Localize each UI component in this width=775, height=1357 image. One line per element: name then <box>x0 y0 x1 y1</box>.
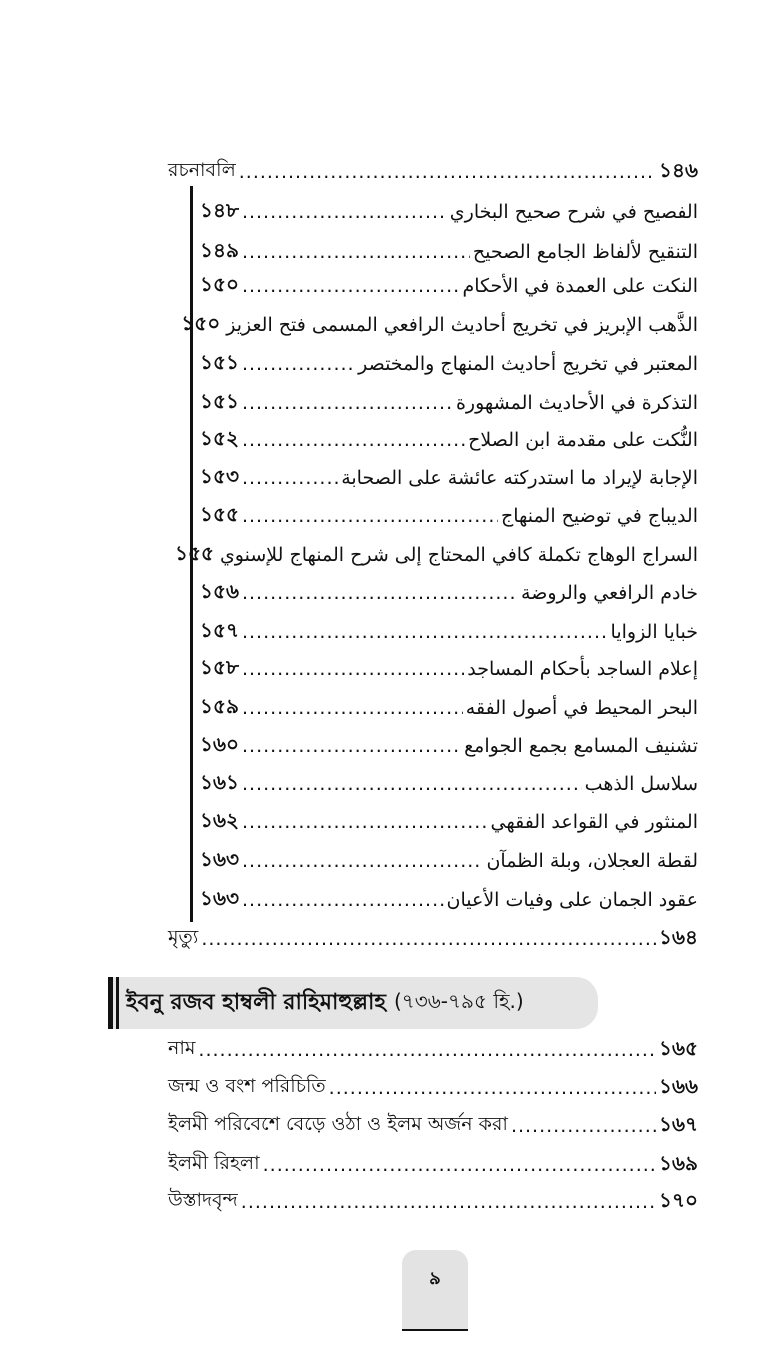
toc-entry-label: خبايا الزوايا <box>610 621 698 643</box>
toc-entry-page: ১৬৪ <box>659 924 698 949</box>
toc-entry-page: ১৬৭ <box>659 1111 698 1136</box>
toc-entry-death[interactable] <box>168 921 698 957</box>
toc-entry-label: মৃত্যু <box>168 926 199 948</box>
toc-entry-work[interactable] <box>175 537 698 573</box>
toc-entry-work[interactable] <box>200 234 698 270</box>
toc-entry-page: ১৪৯ <box>200 237 239 262</box>
toc-entry-label: السراج الوهاج تكملة كافي المحتاج إلى شرح المنهاج للإسنوي <box>219 544 698 566</box>
toc-entry-work[interactable] <box>200 882 698 918</box>
toc-entry-page: ১৫৫ <box>200 501 239 526</box>
toc-entry-page: ১৫১ <box>200 388 239 413</box>
toc-entry-label: ইলমী রিহলা <box>168 1152 260 1174</box>
toc-entry-work[interactable] <box>200 804 698 840</box>
toc-entry-label: ইলমী পরিবেশে বেড়ে ওঠা ও ইলম অর্জন করা <box>168 1113 508 1135</box>
leader-dots <box>263 1154 656 1176</box>
toc-entry-label: الذَّهب الإبريز في تخريج أحاديث الرافعي المسمى فتح العزيز <box>226 314 698 336</box>
toc-entry-work[interactable] <box>200 651 698 687</box>
toc-entry-work[interactable] <box>200 268 698 304</box>
page-number: ৯ <box>429 1268 441 1289</box>
toc-entry-label: জন্ম ও বংশ পরিচিতি <box>168 1075 326 1097</box>
leader-dots <box>242 505 498 527</box>
leader-dots <box>242 773 582 795</box>
toc-entry[interactable] <box>168 1070 698 1106</box>
toc-entry-label: سلاسل الذهب <box>584 773 698 795</box>
leader-dots <box>241 1191 656 1213</box>
leader-dots <box>242 582 518 604</box>
toc-entry-page: ১৫৮ <box>200 654 239 679</box>
toc-entry-label: الفصيح في شرح صحيح البخاري <box>449 201 698 223</box>
toc-entry-page: ১৪৮ <box>200 197 239 222</box>
leader-dots <box>242 201 447 223</box>
leader-dots <box>242 275 459 297</box>
leader-dots <box>242 241 470 263</box>
leader-dots <box>242 811 487 833</box>
toc-entry-label: البحر المحيط في أصول الفقه <box>465 697 698 719</box>
toc-entry-label: নাম <box>168 1037 196 1059</box>
section-title: ইবনু রজব হাম্বলী রাহিমাহুল্লাহ <box>126 989 386 1015</box>
toc-entry-work[interactable] <box>200 614 698 650</box>
toc-entry-page: ১৬২ <box>200 807 239 832</box>
page-number-tab <box>402 1250 468 1330</box>
toc-entry-work[interactable] <box>200 575 698 611</box>
leader-dots <box>242 353 355 375</box>
toc-entry-rachanabali[interactable] <box>168 154 698 190</box>
leader-dots <box>242 658 464 680</box>
toc-entry-work[interactable] <box>200 346 698 382</box>
toc-entry-label: الإجابة لإيراد ما استدركته عائشة على الصحابة <box>341 467 698 489</box>
toc-entry-page: ১৬৩ <box>200 846 239 871</box>
leader-dots <box>242 429 465 451</box>
toc-entry-label: إعلام الساجد بأحكام المساجد <box>467 658 698 680</box>
toc-entry-label: لقطة العجلان، وبلة الظمآن <box>486 850 698 872</box>
section-years: (৭৩৬-৭৯৫ হি.) <box>393 988 524 1013</box>
toc-entry-label: উস্তাদবৃন্দ <box>168 1189 238 1211</box>
toc-entry-page: ১৫০ <box>200 271 239 296</box>
toc-entry-label: التذكرة في الأحاديث المشهورة <box>455 392 698 414</box>
leader-dots <box>242 735 461 757</box>
leader-dots <box>329 1077 656 1099</box>
leader-dots <box>242 889 444 911</box>
toc-entry-work[interactable] <box>200 385 698 421</box>
toc-entry-page: ১৫২ <box>200 425 239 450</box>
leader-dots <box>201 928 656 950</box>
toc-entry[interactable] <box>168 1147 698 1183</box>
toc-entry-page: ১৬৫ <box>659 1035 698 1060</box>
toc-entry-label: المنثور في القواعد الفقهي <box>490 811 698 833</box>
leader-dots <box>242 697 463 719</box>
toc-entry-label: خادم الرافعي والروضة <box>521 582 698 604</box>
toc-entry-page: ১৫৩ <box>200 463 239 488</box>
toc-entry-label: عقود الجمان على وفيات الأعيان <box>446 889 698 911</box>
page-number-underline <box>402 1329 468 1331</box>
toc-entry-page: ১৫৫ <box>175 540 214 565</box>
heading-accent-bar <box>116 977 119 1029</box>
leader-dots <box>242 392 453 414</box>
leader-dots <box>242 467 338 489</box>
toc-entry-label: المعتبر في تخريج أحاديث المنهاج والمختصر <box>358 353 698 375</box>
leader-dots <box>239 161 656 183</box>
toc-entry-work[interactable] <box>200 194 698 230</box>
toc-entry-work[interactable] <box>200 498 698 534</box>
toc-entry-work[interactable] <box>181 307 698 343</box>
toc-entry-page: ১৬০ <box>200 731 239 756</box>
section-heading[interactable] <box>126 977 524 1029</box>
toc-entry-label: النُّكت على مقدمة ابن الصلاح <box>468 429 698 451</box>
leader-dots <box>242 621 608 643</box>
leader-dots <box>198 1039 656 1061</box>
toc-entry-label: النكت على العمدة في الأحكام <box>462 275 698 297</box>
toc-entry-page: ১৫৬ <box>200 578 239 603</box>
toc-entry-work[interactable] <box>200 422 698 458</box>
toc-entry-work[interactable] <box>200 690 698 726</box>
toc-entry[interactable] <box>168 1184 698 1220</box>
toc-entry-work[interactable] <box>200 766 698 802</box>
toc-entry-label: التنقيح لألفاظ الجامع الصحيح <box>472 241 698 263</box>
toc-entry-page: ১৫৭ <box>200 617 239 642</box>
toc-entry[interactable] <box>168 1032 698 1068</box>
toc-entry-work[interactable] <box>200 460 698 496</box>
heading-accent-bar <box>108 977 113 1029</box>
toc-entry-page: ১৬৯ <box>659 1150 698 1175</box>
toc-entry-label: الديباج في توضيح المنهاج <box>501 505 698 527</box>
toc-entry-page: ১৫১ <box>200 349 239 374</box>
toc-entry-work[interactable] <box>200 728 698 764</box>
toc-entry-page: ১৬১ <box>200 769 239 794</box>
toc-entry-page: ১৪৬ <box>659 157 698 182</box>
toc-entry-work[interactable] <box>200 843 698 879</box>
toc-entry-page: ১৫০ <box>181 310 221 335</box>
toc-entry-page: ১৭০ <box>659 1187 698 1212</box>
leader-dots <box>511 1115 656 1137</box>
toc-entry[interactable] <box>168 1108 698 1144</box>
toc-entry-label: تشنيف المسامع بجمع الجوامع <box>464 735 698 757</box>
toc-entry-page: ১৬৩ <box>200 885 239 910</box>
toc-entry-page: ১৫৯ <box>200 693 239 718</box>
toc-entry-page: ১৬৬ <box>659 1073 698 1098</box>
leader-dots <box>242 850 483 872</box>
toc-entry-label: রচনাবলি <box>168 159 236 181</box>
